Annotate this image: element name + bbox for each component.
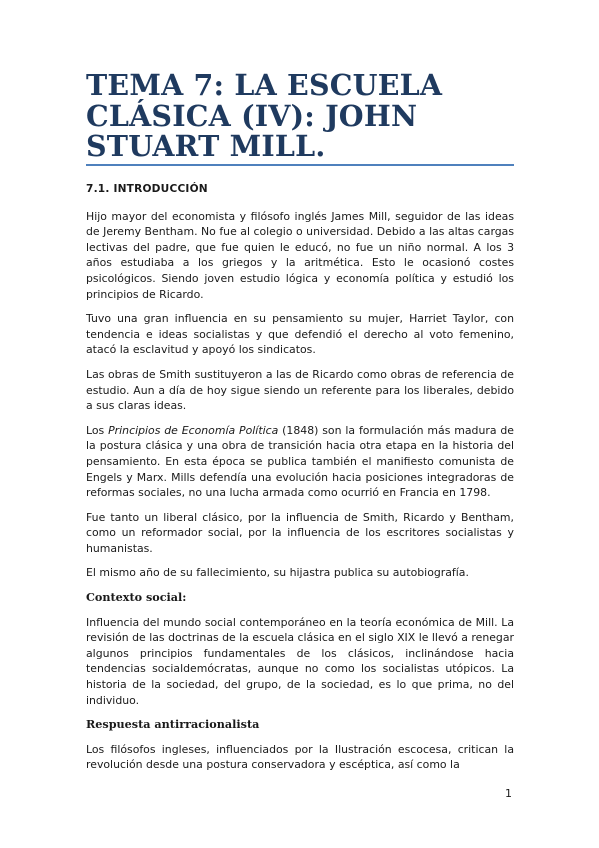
paragraph-3: Las obras de Smith sustituyeron a las de Ricardo como obras de referencia de estudio. Aun a día de hoy sigue siendo un referente para los liberales, debido a sus claras ideas. <box>86 367 514 413</box>
document-body <box>86 182 514 782</box>
title-divider <box>86 164 514 166</box>
page-title: TEMA 7: LA ESCUELA CLÁSICA (IV): JOHN STUART MILL. <box>86 68 443 163</box>
section-heading: 7.1. INTRODUCCIÓN <box>86 183 208 195</box>
paragraph-2: Tuvo una gran influencia en su pensamiento su mujer, Harriet Taylor, con tendencia e ideas socialistas y que defendió el derecho al voto femenino, atacó la esclavitud y apoyó los sindicatos. <box>86 312 514 357</box>
book-title: Principios de Economía Política <box>108 423 279 437</box>
paragraph-4-lead: Los <box>86 423 109 437</box>
paragraph-8: Los filósofos ingleses, influenciados por la Ilustración escocesa, critican la revolución desde una postura conservadora y escéptica, así como la <box>86 742 514 772</box>
subheading-contexto-social: Contexto social: <box>86 590 187 605</box>
paragraph-7: Influencia del mundo social contemporáneo en la teoría económica de Mill. La revisión de las doctrinas de la escuela clásica en el siglo XIX le llevó a renegar algunos principios fundamentales de los clásicos, inclinándose hacia tendencias socialdemócratas, aunque no como los socialistas utópicos. La historia de la sociedad, del grupo, de la sociedad, es lo que prima, no del individuo. <box>86 615 514 707</box>
paragraph-6: El mismo año de su fallecimiento, su hijastra publica su autobiografía. <box>86 566 469 580</box>
subheading-respuesta-antirracionalista: Respuesta antirracionalista <box>86 717 260 732</box>
paragraph-1: Hijo mayor del economista y filósofo inglés James Mill, seguidor de las ideas de Jeremy Bentham. No fue al colegio o universidad. Debido a las altas cargas lectivas del padre, que fue quien le educó, no fue un niño normal. A los 3 años estudiaba a los griegos y la aritmética. Esto le ocasionó costes psicológicos. Siendo joven estudio lógica y economía política y estudió los principios de Ricardo. <box>86 209 514 301</box>
paragraph-4-rest: (1848) son la formulación más madura de la postura clásica y una obra de transición hacia otra etapa en la historia del pensamiento. En esta época se publica también el manifiesto comunista de Engels y Marx. Mills defendía una evolución hacia posiciones integradoras de reformas sociales, no una lucha armada como ocurrió en Francia en 1798. <box>86 423 515 500</box>
page-number: 1 <box>505 787 512 800</box>
paragraph-5: Fue tanto un liberal clásico, por la influencia de Smith, Ricardo y Bentham, como un reformador social, por la influencia de los escritores socialistas y humanistas. <box>86 510 514 555</box>
paragraph-4 <box>86 423 514 501</box>
